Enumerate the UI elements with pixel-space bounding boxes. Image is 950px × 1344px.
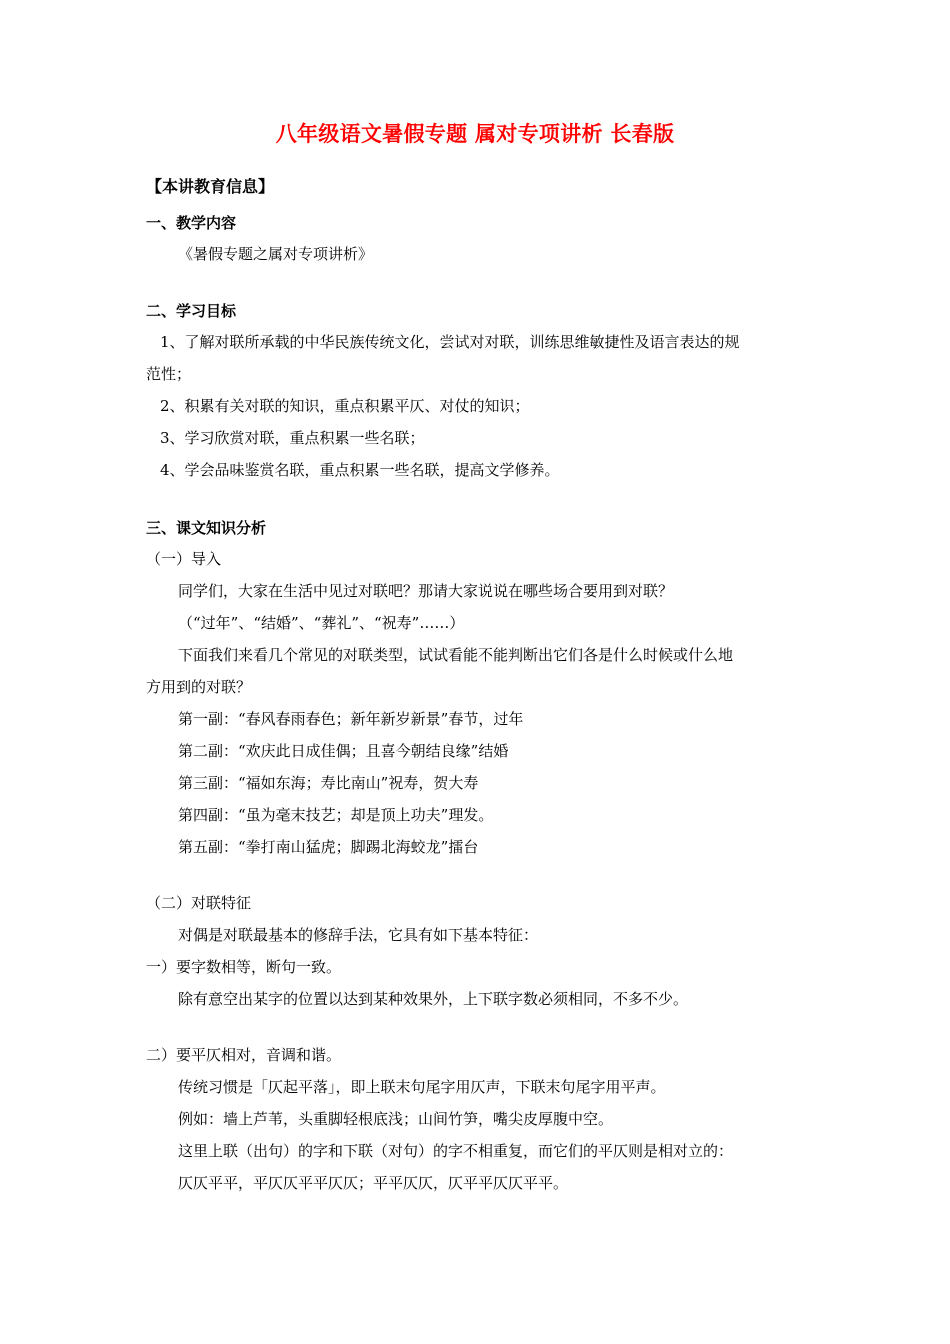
intro-examples: （“过年”、“结婚”、“葬礼”、“祝寿”……）	[178, 614, 465, 632]
part-2-intro: 对偶是对联最基本的修辞手法，它具有如下基本特征：	[178, 926, 539, 944]
feature-1-detail: 除有意空出某字的位置以达到某种效果外，上下联字数必须相同，不多不少。	[178, 990, 689, 1008]
info-heading: 【本讲教育信息】	[146, 177, 275, 196]
goal-3: 3、学习欣赏对联，重点积累一些名联；	[160, 429, 425, 447]
feature-2-detail-2: 例如：墙上芦苇，头重脚轻根底浅；山间竹笋，嘴尖皮厚腹中空。	[178, 1110, 614, 1128]
intro-text-line-1: 下面我们来看几个常见的对联类型，试试看能不能判断出它们各是什么时候或什么地	[178, 646, 734, 664]
feature-2-heading: 二）要平仄相对，音调和谐。	[146, 1046, 342, 1064]
section-2-heading: 二、学习目标	[146, 302, 237, 320]
document-title: 八年级语文暑假专题 属对专项讲析 长春版	[275, 121, 675, 146]
goal-2: 2、积累有关对联的知识，重点积累平仄、对仗的知识；	[160, 397, 530, 415]
goal-1-line-1: 1、了解对联所承载的中华民族传统文化，尝试对对联，训练思维敏捷性及语言表达的规	[160, 333, 740, 351]
feature-2-detail-3: 这里上联（出句）的字和下联（对句）的字不相重复，而它们的平仄则是相对立的：	[178, 1142, 734, 1160]
couplet-1: 第一副：“春风春雨春色；新年新岁新景”春节，过年	[178, 710, 524, 728]
section-1-content: 《暑假专题之属对专项讲析》	[178, 245, 374, 263]
couplet-2: 第二副：“欢庆此日成佳偶；且喜今朝结良缘”结婚	[178, 742, 509, 760]
goal-1-line-2: 范性；	[146, 365, 192, 383]
feature-2-detail-4: 仄仄平平，平仄仄平平仄仄；平平仄仄，仄平平仄仄平平。	[178, 1174, 569, 1192]
section-1-heading: 一、教学内容	[146, 214, 237, 232]
intro-text-line-2: 方用到的对联？	[146, 678, 252, 696]
part-2-label: （二）对联特征	[146, 894, 252, 912]
goal-4: 4、学会品味鉴赏名联，重点积累一些名联，提高文学修养。	[160, 461, 560, 479]
couplet-4: 第四副：“虽为毫末技艺；却是顶上功夫”理发。	[178, 806, 494, 824]
section-3-heading: 三、课文知识分析	[146, 519, 267, 537]
part-1-label: （一）导入	[146, 550, 222, 568]
feature-1-heading: 一）要字数相等，断句一致。	[146, 958, 342, 976]
couplet-3: 第三副：“福如东海；寿比南山”祝寿，贺大寿	[178, 774, 479, 792]
feature-2-detail-1: 传统习惯是「仄起平落」，即上联末句尾字用仄声，下联末句尾字用平声。	[178, 1078, 666, 1096]
couplet-5: 第五副：“拳打南山猛虎；脚踢北海蛟龙”擂台	[178, 838, 479, 856]
intro-question: 同学们，大家在生活中见过对联吧？那请大家说说在哪些场合要用到对联？	[178, 582, 674, 600]
